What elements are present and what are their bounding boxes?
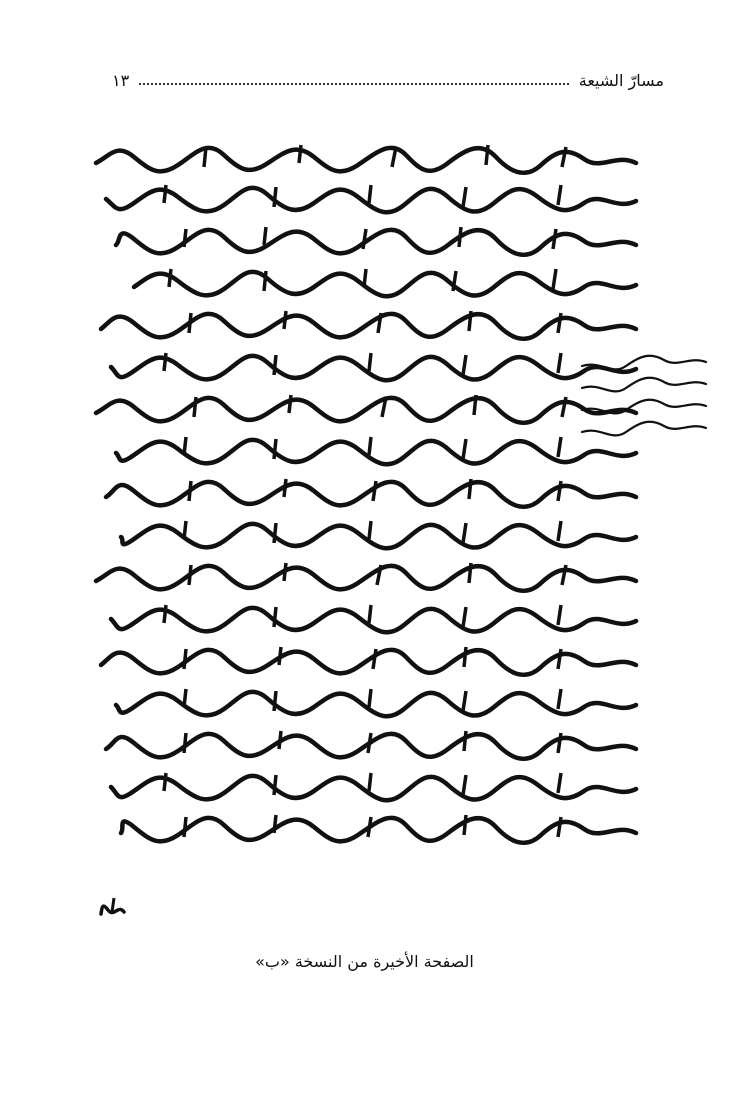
manuscript-line <box>121 815 636 841</box>
manuscript-catchword <box>100 898 126 920</box>
leader-dots <box>139 83 569 85</box>
manuscript-line <box>106 185 636 211</box>
manuscript-image <box>96 145 636 865</box>
manuscript-line <box>106 731 636 757</box>
manuscript-line <box>111 353 636 379</box>
manuscript-line <box>116 227 636 253</box>
manuscript-line <box>96 395 636 421</box>
manuscript-line <box>101 311 636 337</box>
manuscript-line <box>96 563 636 589</box>
manuscript-line <box>116 437 636 463</box>
manuscript-line <box>111 605 636 631</box>
manuscript-line <box>111 773 636 799</box>
manuscript-line <box>116 689 636 715</box>
manuscript-line <box>126 269 636 295</box>
book-title: مسارّ الشيعة <box>578 70 664 90</box>
manuscript-line <box>101 647 636 673</box>
manuscript-line <box>106 479 636 505</box>
manuscript-line <box>96 145 636 171</box>
page-number: ١٣ <box>112 70 130 90</box>
figure-caption: الصفحة الأخيرة من النسخة «ب» <box>255 952 474 971</box>
manuscript-margin-note <box>578 352 708 452</box>
manuscript-line <box>121 521 636 547</box>
running-header <box>112 66 664 94</box>
